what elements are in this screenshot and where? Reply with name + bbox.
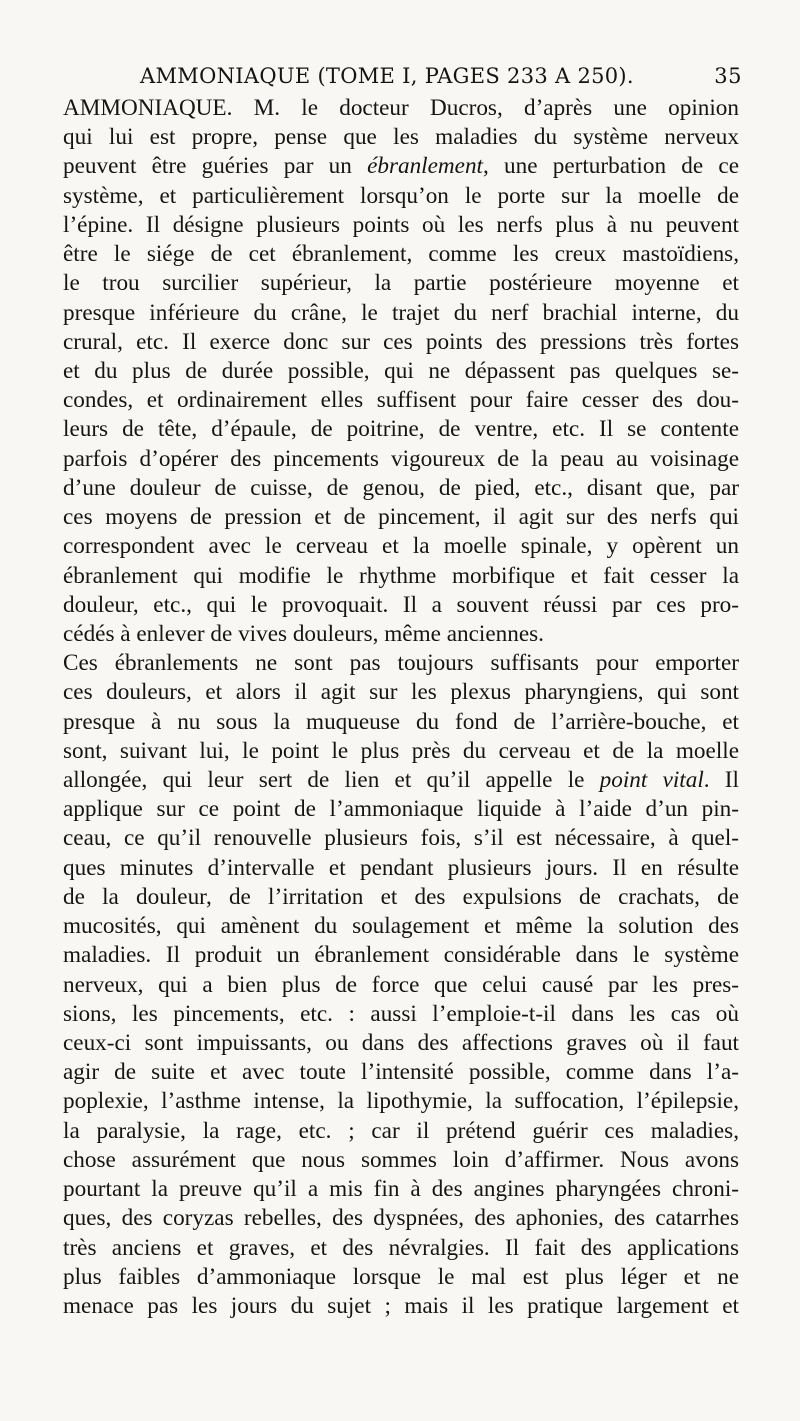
text-line: menace pas les jours du sujet ; mais il les pratique largement et [63, 1292, 739, 1319]
body-text [63, 94, 739, 1321]
text-line: chose assurément que nous sommes loin d’affirmer. Nous avons [63, 1146, 739, 1173]
emphasis-term: point vital [599, 767, 704, 794]
text-line: ces moyens de pression et de pincement, il agit sur des nerfs qui [63, 504, 739, 531]
text-line: allongée, qui leur sert de lien et qu’il appelle le point vital. Il [63, 767, 739, 794]
text-line: très anciens et graves, et des névralgies. Il fait des applications [63, 1234, 739, 1261]
text-line: poplexie, l’asthme intense, la lipothymie, la suffocation, l’épilepsie, [63, 1088, 739, 1115]
text-line: d’une douleur de cuisse, de genou, de pied, etc., disant que, par [63, 474, 739, 501]
text-line: applique sur ce point de l’ammoniaque liquide à l’aide d’un pin- [63, 796, 739, 823]
text-line: nerveux, qui a bien plus de force que celui causé par les pres- [63, 971, 739, 998]
text-line: ces douleurs, et alors il agit sur les plexus pharyngiens, qui sont [63, 679, 739, 706]
text-line: AMMONIAQUE. M. le docteur Ducros, d’après une opinion [63, 95, 739, 121]
text-line: plus faibles d’ammoniaque lorsque le mal est plus léger et ne [63, 1263, 739, 1290]
text-line: agir de suite et avec toute l’intensité possible, comme dans l’a- [63, 1059, 739, 1086]
page-number: 35 [714, 64, 742, 88]
text-line: correspondent avec le cerveau et la moelle spinale, y opèrent un [63, 533, 739, 560]
paragraph-1 [63, 94, 739, 649]
text-line: Ces ébranlements ne sont pas toujours suffisants pour emporter [63, 650, 739, 677]
emphasis-term: ébranlement [367, 153, 483, 180]
running-header-title: AMMONIAQUE (TOME I, PAGES 233 A 250). [140, 64, 634, 88]
text-line: ques, des coryzas rebelles, des dyspnées, des aphonies, des catarrhes [63, 1205, 739, 1232]
text-line: l’épine. Il désigne plusieurs points où les nerfs plus à nu peuvent [63, 211, 739, 238]
text-line: de la douleur, de l’irritation et des expulsions de crachats, de [63, 883, 739, 910]
text-line: être le siége de cet ébranlement, comme les creux mastoïdiens, [63, 241, 739, 268]
text-line: sont, suivant lui, le point le plus près du cerveau et de la moelle [63, 737, 739, 764]
text-line: crural, etc. Il exerce donc sur ces points des pressions très fortes [63, 328, 739, 355]
text-line: ébranlement qui modifie le rhythme morbifique et fait cesser la [63, 562, 739, 589]
text-line: presque à nu sous la muqueuse du fond de l’arrière-bouche, et [63, 708, 739, 735]
text-line: mucosités, qui amènent du soulagement et même la solution des [63, 913, 739, 940]
text-line: la paralysie, la rage, etc. ; car il prétend guérir ces maladies, [63, 1117, 739, 1144]
paragraph-2 [63, 649, 739, 1321]
text-line: et du plus de durée possible, qui ne dépassent pas quelques se- [63, 357, 739, 384]
text-line: sions, les pincements, etc. : aussi l’emploie-t-il dans les cas où [63, 1000, 739, 1027]
text-line: peuvent être guéries par un ébranlement, une perturbation de ce [63, 153, 739, 180]
text-line: cédés à enlever de vives douleurs, même anciennes. [63, 620, 544, 647]
text-line: parfois d’opérer des pincements vigoureux de la peau au voisinage [63, 445, 739, 472]
text-line: le trou surcilier supérieur, la partie postérieure moyenne et [63, 270, 739, 297]
text-line: qui lui est propre, pense que les maladies du système nerveux [63, 124, 739, 151]
text-line: ceux-ci sont impuissants, ou dans des affections graves où il faut [63, 1030, 739, 1056]
text-line: système, et particulièrement lorsqu’on le porte sur la moelle de [63, 182, 739, 209]
text-line: ques minutes d’intervalle et pendant plusieurs jours. Il en résulte [63, 854, 739, 881]
running-header [140, 64, 742, 94]
text-line: pourtant la preuve qu’il a mis fin à des angines pharyngées chroni- [63, 1176, 739, 1203]
text-line: presque inférieure du crâne, le trajet du nerf brachial interne, du [63, 299, 739, 326]
text-line: condes, et ordinairement elles suffisent pour faire cesser des dou- [63, 387, 739, 414]
text-line: douleur, etc., qui le provoquait. Il a souvent réussi par ces pro- [63, 591, 739, 618]
text-line: maladies. Il produit un ébranlement considérable dans le système [63, 942, 739, 969]
text-line: leurs de tête, d’épaule, de poitrine, de ventre, etc. Il se contente [63, 416, 739, 443]
text-line: ceau, ce qu’il renouvelle plusieurs fois, s’il est nécessaire, à quel- [63, 825, 739, 852]
